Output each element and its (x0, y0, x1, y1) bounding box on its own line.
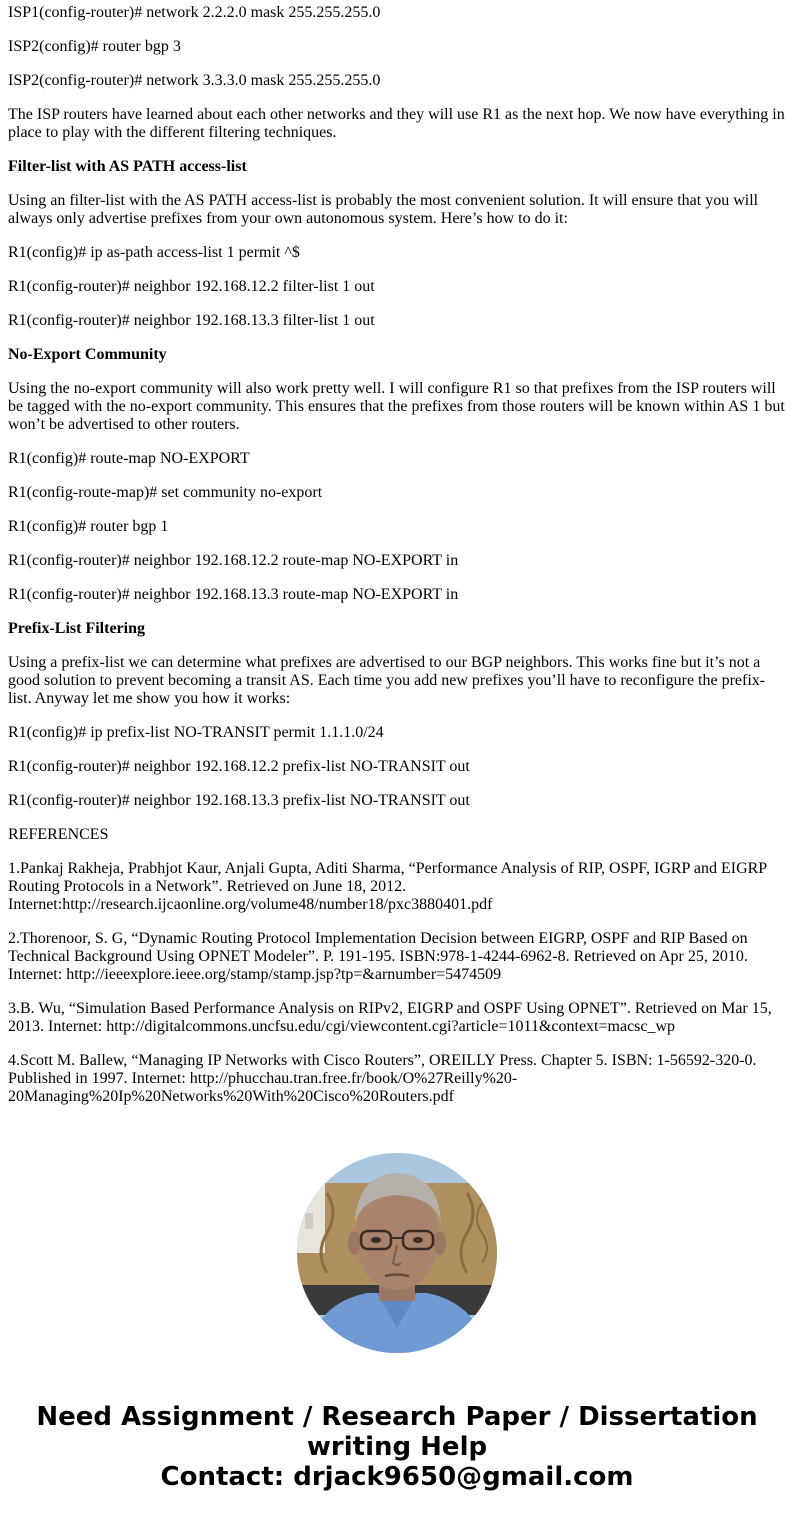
reference-text: 2.Thorenoor, S. G, “Dynamic Routing Protocol Implementation Decision between EIGRP, OSPF and RIP Based on Technical Background Using OPNET Modeler”. P. 191-195. ISBN:978-1-4244-6962-8. Retrieved on Apr 25, 2010. (8, 930, 748, 965)
reference-item (8, 860, 786, 914)
reference-item (8, 1052, 786, 1106)
code-line: R1(config-router)# neighbor 192.168.12.2 route-map NO-EXPORT in (8, 552, 459, 569)
cta-headline: Need Assignment / Research Paper / Dissertation (36, 1402, 758, 1432)
code-line: R1(config-router)# neighbor 192.168.12.2 filter-list 1 out (8, 278, 375, 295)
code-line: R1(config)# ip as-path access-list 1 permit ^$ (8, 244, 300, 261)
reference-url: Internet:http://research.ijcaonline.org/volume48/number18/pxc3880401.pdf (8, 896, 493, 913)
reference-item (8, 1000, 786, 1036)
cta-subline: writing Help (306, 1432, 488, 1462)
code-line: R1(config-router)# neighbor 192.168.13.3 filter-list 1 out (8, 312, 375, 329)
code-line: ISP2(config)# router bgp 3 (8, 38, 181, 55)
paragraph: The ISP routers have learned about each other networks and they will use R1 as the next hop. We now have everything in place to play with the different filtering techniques. (8, 106, 785, 141)
paragraph: Using the no-export community will also work pretty well. I will configure R1 so that prefixes from the ISP routers will be tagged with the no-export community. This ensures that the prefixes from those routers will be known within AS 1 but won’t be advertised to other routers. (8, 380, 785, 433)
avatar-container (0, 1153, 794, 1353)
reference-text: 3.B. Wu, “Simulation Based Performance Analysis on RIPv2, EIGRP and OSPF Using OPNET”. Retrieved on Mar 15, 2013. Internet: http://digitalcommons.uncfsu.edu/cgi/viewcontent.cgi?article=1011&context=macsc_wp (8, 1000, 772, 1035)
code-line: R1(config-route-map)# set community no-export (8, 484, 323, 501)
references-heading: REFERENCES (8, 826, 109, 843)
reference-item (8, 930, 786, 984)
article-body (0, 4, 794, 1106)
code-line: R1(config)# ip prefix-list NO-TRANSIT permit 1.1.1.0/24 (8, 724, 384, 741)
paragraph: Using an filter-list with the AS PATH access-list is probably the most convenient solution. It will ensure that you will always only advertise prefixes from your own autonomous system. Here’s how to do it: (8, 192, 759, 227)
section-heading: Filter-list with AS PATH access-list (8, 158, 247, 175)
code-line: R1(config)# route-map NO-EXPORT (8, 450, 250, 467)
contact-banner (0, 1402, 794, 1492)
code-line: ISP2(config-router)# network 3.3.3.0 mask 255.255.255.0 (8, 72, 381, 89)
author-photo-icon (297, 1153, 497, 1353)
reference-url: Internet: http://ieeexplore.ieee.org/stamp/stamp.jsp?tp=&arnumber=5474509 (8, 966, 502, 983)
code-line: R1(config)# router bgp 1 (8, 518, 169, 535)
code-line: ISP1(config-router)# network 2.2.2.0 mask 255.255.255.0 (8, 4, 381, 21)
avatar (297, 1153, 497, 1353)
reference-text: 1.Pankaj Rakheja, Prabhjot Kaur, Anjali Gupta, Aditi Sharma, “Performance Analysis of RIP, OSPF, IGRP and EIGRP Routing Protocols in a Network”. Retrieved on June 18, 2012. (8, 860, 767, 895)
cta-contact-email: Contact: drjack9650@gmail.com (160, 1462, 634, 1492)
reference-url: 20Managing%20Ip%20Networks%20With%20Cisco%20Routers.pdf (8, 1088, 454, 1105)
code-line: R1(config-router)# neighbor 192.168.13.3 route-map NO-EXPORT in (8, 586, 459, 603)
code-line: R1(config-router)# neighbor 192.168.12.2 prefix-list NO-TRANSIT out (8, 758, 470, 775)
section-heading: No-Export Community (8, 346, 167, 363)
paragraph: Using a prefix-list we can determine what prefixes are advertised to our BGP neighbors. This works fine but it’s not a good solution to prevent becoming a transit AS. Each time you add new prefixes you’ll have to reconfigure the prefix-list. Anyway let me show you how it works: (8, 654, 766, 707)
code-line: R1(config-router)# neighbor 192.168.13.3 prefix-list NO-TRANSIT out (8, 792, 470, 809)
section-heading: Prefix-List Filtering (8, 620, 145, 637)
reference-text: 4.Scott M. Ballew, “Managing IP Networks with Cisco Routers”, OREILLY Press. Chapter 5. ISBN: 1-56592-320-0. Published in 1997. Internet: http://phucchau.tran.free.fr/book/O%27Reilly%20- (8, 1052, 757, 1087)
